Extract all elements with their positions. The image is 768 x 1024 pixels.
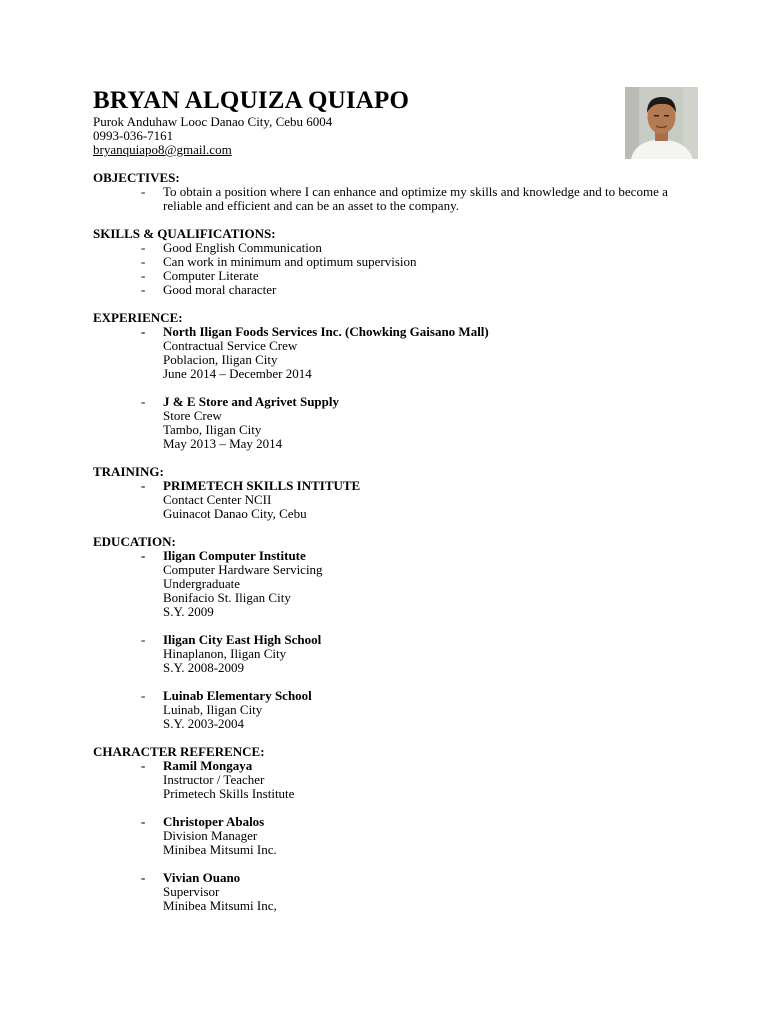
bullet: - xyxy=(141,394,146,409)
education-detail: S.Y. 2003-2004 xyxy=(163,716,245,731)
skill-text: Good moral character xyxy=(163,282,277,297)
bullet: - xyxy=(141,870,146,885)
section-heading: CHARACTER REFERENCE: xyxy=(93,744,265,759)
education-detail: Bonifacio St. Iligan City xyxy=(163,590,291,605)
reference-entry xyxy=(93,871,683,913)
experience-entry xyxy=(93,325,683,381)
education-detail: Hinaplanon, Iligan City xyxy=(163,646,287,661)
applicant-name: BRYAN ALQUIZA QUIAPO xyxy=(93,87,410,114)
job-title: Store Crew xyxy=(163,408,222,423)
bullet: - xyxy=(141,548,146,563)
objective-text: To obtain a position where I can enhance and optimize my skills and knowledge and to become a reliable and efficient and can be an asset to the company. xyxy=(163,184,668,213)
training-section xyxy=(93,465,683,521)
education-detail: Undergraduate xyxy=(163,576,241,591)
bullet: - xyxy=(141,324,146,339)
skill-text: Can work in minimum and optimum supervision xyxy=(163,254,417,269)
employer-name: J & E Store and Agrivet Supply xyxy=(163,394,340,409)
training-course: Contact Center NCII xyxy=(163,492,272,507)
list-item xyxy=(93,241,683,255)
reference-position: Instructor / Teacher xyxy=(163,772,265,787)
email-link[interactable]: bryanquiapo8@gmail.com xyxy=(93,142,232,157)
bullet: - xyxy=(141,758,146,773)
school-name: Iligan City East High School xyxy=(163,632,322,647)
bullet: - xyxy=(141,632,146,647)
list-item xyxy=(93,269,683,283)
education-detail: S.Y. 2008-2009 xyxy=(163,660,245,675)
bullet: - xyxy=(141,268,146,283)
section-heading: TRAINING: xyxy=(93,464,164,479)
skill-text: Computer Literate xyxy=(163,268,259,283)
bullet: - xyxy=(141,254,146,269)
education-section xyxy=(93,535,683,731)
bullet: - xyxy=(141,688,146,703)
school-name: Luinab Elementary School xyxy=(163,688,312,703)
bullet: - xyxy=(141,282,146,297)
education-entry xyxy=(93,689,683,731)
resume-body xyxy=(93,171,683,927)
contact-block xyxy=(93,115,332,157)
bullet: - xyxy=(141,478,146,493)
section-heading: EDUCATION: xyxy=(93,534,176,549)
job-dates: June 2014 – December 2014 xyxy=(163,366,312,381)
section-heading: OBJECTIVES: xyxy=(93,170,180,185)
training-location: Guinacot Danao City, Cebu xyxy=(163,506,307,521)
bullet: - xyxy=(141,240,146,255)
education-detail: S.Y. 2009 xyxy=(163,604,214,619)
education-entry xyxy=(93,549,683,619)
reference-position: Supervisor xyxy=(163,884,220,899)
reference-position: Division Manager xyxy=(163,828,258,843)
education-detail: Computer Hardware Servicing xyxy=(163,562,323,577)
school-name: Iligan Computer Institute xyxy=(163,548,306,563)
education-detail: Luinab, Iligan City xyxy=(163,702,263,717)
reference-entry xyxy=(93,759,683,801)
skills-section xyxy=(93,227,683,297)
reference-name: Christoper Abalos xyxy=(163,814,265,829)
reference-company: Minibea Mitsumi Inc, xyxy=(163,898,277,913)
section-heading: SKILLS & QUALIFICATIONS: xyxy=(93,226,276,241)
skill-text: Good English Communication xyxy=(163,240,322,255)
address: Purok Anduhaw Looc Danao City, Cebu 6004 xyxy=(93,114,333,129)
reference-name: Ramil Mongaya xyxy=(163,758,253,773)
training-entry xyxy=(93,479,683,521)
experience-entry xyxy=(93,395,683,451)
phone-number: 0993-036-7161 xyxy=(93,128,174,143)
training-school: PRIMETECH SKILLS INTITUTE xyxy=(163,478,361,493)
reference-company: Minibea Mitsumi Inc. xyxy=(163,842,277,857)
section-heading: EXPERIENCE: xyxy=(93,310,183,325)
education-entry xyxy=(93,633,683,675)
list-item xyxy=(93,185,683,213)
list-item xyxy=(93,283,683,297)
employer-name: North Iligan Foods Services Inc. (Chowking Gaisano Mall) xyxy=(163,324,489,339)
job-dates: May 2013 – May 2014 xyxy=(163,436,283,451)
references-section xyxy=(93,745,683,913)
list-item xyxy=(93,255,683,269)
objectives-section xyxy=(93,171,683,213)
reference-entry xyxy=(93,815,683,857)
profile-photo xyxy=(625,87,698,159)
reference-name: Vivian Ouano xyxy=(163,870,241,885)
experience-section xyxy=(93,311,683,451)
bullet: - xyxy=(141,814,146,829)
bullet: - xyxy=(141,184,146,199)
job-location: Tambo, Iligan City xyxy=(163,422,262,437)
job-title: Contractual Service Crew xyxy=(163,338,298,353)
reference-company: Primetech Skills Institute xyxy=(163,786,295,801)
job-location: Poblacion, Iligan City xyxy=(163,352,278,367)
